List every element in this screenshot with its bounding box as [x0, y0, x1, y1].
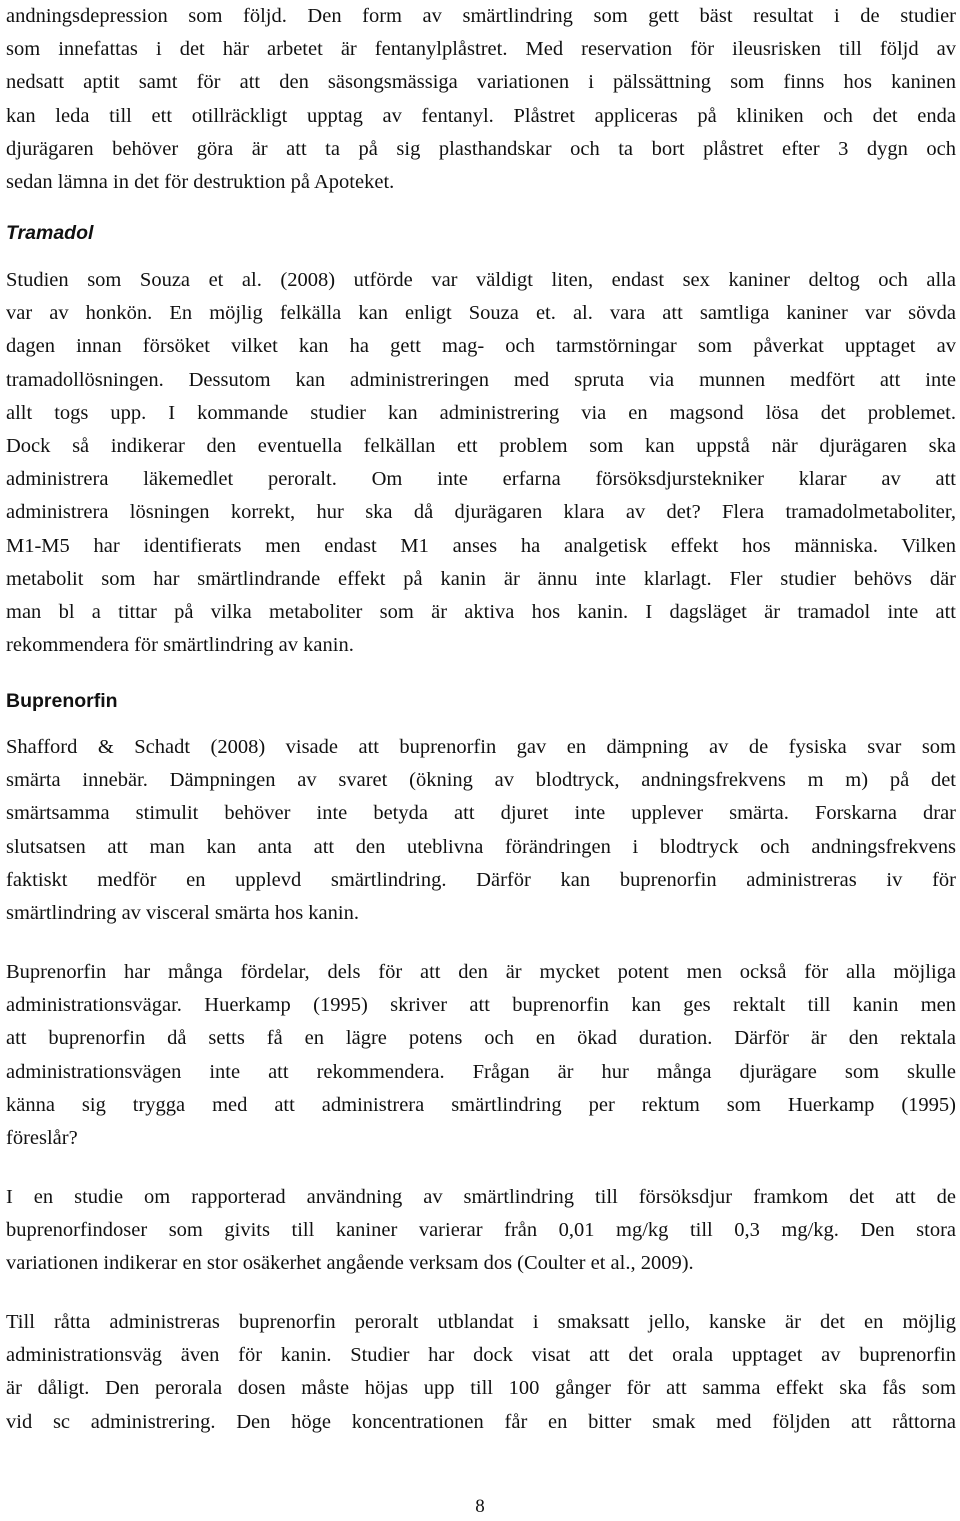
text-line: administrationsvägen inte att rekommendera. Frågan är hur många djurägare som skulle	[6, 1060, 956, 1083]
text-line: nedsatt aptit samt för att den säsongsmässiga variationen i pälssättning som finns hos kaninen	[6, 71, 956, 94]
text-line: smärtlindring av visceral smärta hos kanin.	[6, 902, 359, 925]
paragraph-tramadol	[6, 264, 956, 662]
text-line: Studien som Souza et al. (2008) utförde var väldigt liten, endast sex kaniner deltog och alla	[6, 269, 956, 291]
text-line: föreslår?	[6, 1127, 78, 1150]
text-line: sedan lämna in det för destruktion på Apoteket.	[6, 171, 395, 194]
text-line: Till råtta administreras buprenorfin peroralt utblandat i smaksatt jello, kanske är det en möjlig	[6, 1311, 956, 1333]
section-heading-tramadol: Tramadol	[6, 222, 94, 244]
paragraph-fentanyl-conclusion	[6, 0, 956, 199]
text-line: var av honkön. En möjlig felkälla kan enligt Souza et. al. vara att samtliga kaniner var sövda	[6, 302, 956, 325]
page-number: 8	[475, 1496, 485, 1517]
paragraph-buprenorfin-routes	[6, 956, 956, 1155]
text-line: tramadollösningen. Dessutom kan administreringen med spruta via munnen medfört att inte	[6, 368, 956, 391]
text-line: som innefattas i det här arbetet är fentanylplåstret. Med reservation för ileusrisken till följd av	[6, 38, 956, 61]
text-line: att buprenorfin då setts få en lägre potens och en ökad duration. Därför är den rektala	[6, 1027, 956, 1050]
text-line: känna sig trygga med att administrera smärtlindring per rektum som Huerkamp (1995)	[6, 1093, 956, 1116]
text-line: smärtsamma stimulit behöver inte betyda att djuret inte upplever smärta. Forskarna drar	[6, 802, 956, 825]
section-heading-buprenorfin: Buprenorfin	[6, 690, 118, 712]
text-line: djurägaren behöver göra är att ta på sig plasthandskar och ta bort plåstret efter 3 dygn och	[6, 137, 956, 160]
text-line: andningsdepression som följd. Den form av smärtlindring som gett bäst resultat i de studier	[6, 5, 956, 27]
text-line: variationen indikerar en stor osäkerhet angående verksam dos (Coulter et al., 2009).	[6, 1252, 694, 1275]
paragraph-buprenorfin-iv	[6, 731, 956, 930]
text-line: administrationsvägar. Huerkamp (1995) skriver att buprenorfin kan ges rektalt till kanin men	[6, 994, 956, 1017]
text-line: administrera lösningen korrekt, hur ska då djurägaren klara av det? Flera tramadolmetaboliter,	[6, 501, 956, 524]
text-line: vid sc administrering. Den höge koncentrationen får en bitter smak med följden att råttorna	[6, 1410, 956, 1433]
text-line: kan leda till ett otillräckligt upptag av fentanyl. Plåstret appliceras på kliniken och det enda	[6, 104, 956, 127]
paragraph-buprenorfin-oral	[6, 1306, 956, 1439]
text-line: dagen innan försöket vilket kan ha gett mag- och tarmstörningar som påverkat upptaget av	[6, 335, 956, 358]
text-line: Dock så indikerar den eventuella felkällan ett problem som kan uppstå när djurägaren ska	[6, 435, 956, 458]
text-line: faktiskt medför en upplevd smärtlindring. Därför kan buprenorfin administreras iv för	[6, 868, 956, 891]
text-line: är dåligt. Den perorala dosen måste höjas upp till 100 gånger för att samma effekt ska fås som	[6, 1377, 956, 1400]
text-line: rekommendera för smärtlindring av kanin.	[6, 634, 354, 657]
text-line: man bl a tittar på vilka metaboliter som är aktiva hos kanin. I dagsläget är tramadol inte att	[6, 601, 956, 624]
text-line: administrera läkemedlet peroralt. Om inte erfarna försöksdjurstekniker klarar av att	[6, 468, 956, 491]
text-line: Shafford & Schadt (2008) visade att buprenorfin gav en dämpning av de fysiska svar som	[6, 736, 956, 758]
text-line: administrationsväg även för kanin. Studier har dock visat att det orala upptaget av buprenorfin	[6, 1344, 956, 1367]
text-line: M1-M5 har identifierats men endast M1 anses ha analgetisk effekt hos människa. Vilken	[6, 534, 956, 557]
text-line: metabolit som har smärtlindrande effekt på kanin är ännu inte klarlagt. Fler studier behövs där	[6, 567, 956, 590]
text-line: slutsatsen att man kan anta att den uteblivna förändringen i blodtryck och andningsfrekvens	[6, 835, 956, 858]
paragraph-buprenorfin-doses	[6, 1181, 956, 1281]
text-line: buprenorfindoser som givits till kaniner varierar från 0,01 mg/kg till 0,3 mg/kg. Den stora	[6, 1219, 956, 1242]
text-line: allt togs upp. I kommande studier kan administrering via en magsond lösa det problemet.	[6, 401, 956, 424]
text-line: Buprenorfin har många fördelar, dels för att den är mycket potent men också för alla möjliga	[6, 961, 956, 983]
text-line: smärta innebär. Dämpningen av svaret (ökning av blodtryck, andningsfrekvens m m) på det	[6, 769, 956, 792]
text-line: I en studie om rapporterad användning av smärtlindring till försöksdjur framkom det att de	[6, 1186, 956, 1208]
